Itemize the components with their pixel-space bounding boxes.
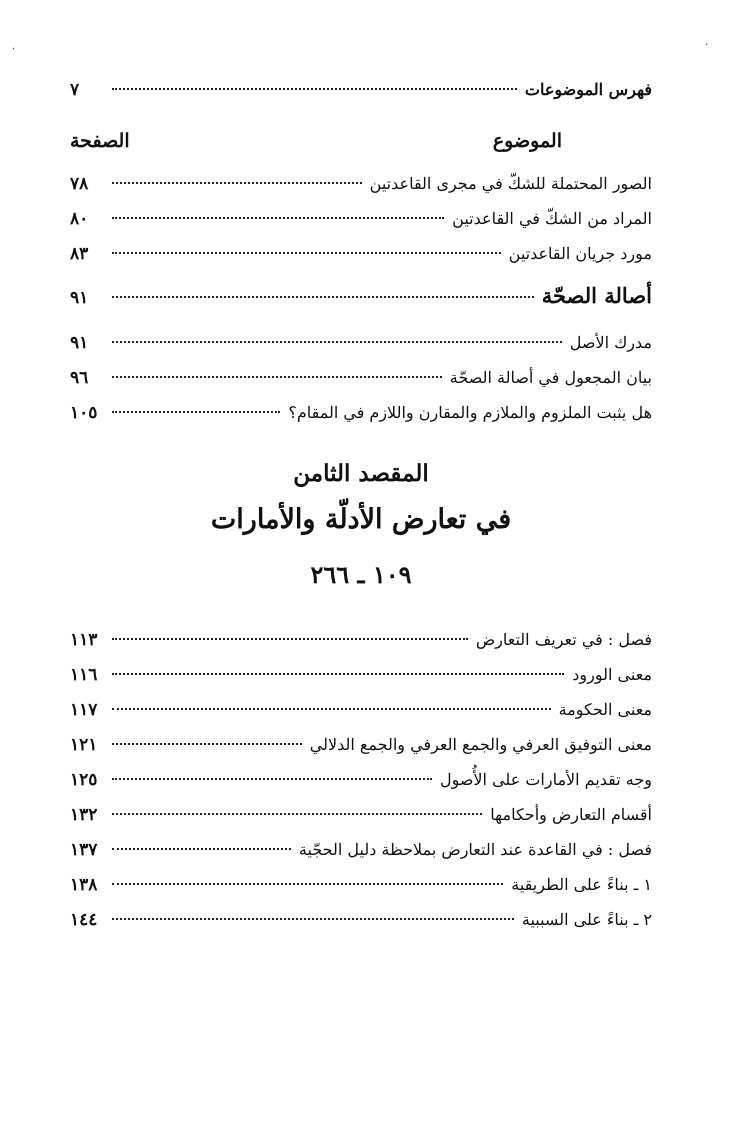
toc-entry[interactable] (70, 333, 652, 368)
toc-entry-title: بيان المجعول في أصالة الصحّة (449, 368, 652, 387)
toc-entry[interactable] (70, 665, 652, 700)
scan-mark: · (12, 44, 16, 55)
running-header-title: فهرس الموضوعات (524, 80, 652, 99)
toc-entry-page: ٧٨ (70, 174, 89, 194)
toc-entry[interactable] (70, 910, 652, 945)
toc-entry[interactable] (70, 840, 652, 875)
toc-entry-title: المراد من الشكّ في القاعدتين (452, 209, 652, 228)
toc-entry-page: ١٣٢ (70, 805, 98, 825)
dot-leader (112, 376, 442, 378)
dot-leader (112, 708, 551, 710)
dot-leader (112, 88, 517, 90)
section-heading: المقصد الثامن (293, 460, 429, 487)
toc-entry[interactable] (70, 770, 652, 805)
toc-entry-page: ١٢١ (70, 735, 98, 755)
dot-leader (112, 918, 514, 920)
dot-leader (112, 883, 503, 885)
dot-leader (112, 182, 362, 184)
toc-entry-title: ٢ ـ بناءً على السببية (521, 910, 652, 929)
toc-entry-page: ١١٣ (70, 630, 98, 650)
toc-entry-page: ٩١ (70, 333, 89, 353)
dot-leader (112, 296, 534, 298)
dot-leader (112, 252, 501, 254)
toc-entries-before (70, 174, 652, 438)
toc-entry-page: ١٤٤ (70, 910, 98, 930)
toc-entry-title: مورد جريان القاعدتين (508, 244, 652, 263)
toc-entry-title: فصل : في تعريف التعارض (475, 630, 652, 649)
toc-entry-page: ١٣٨ (70, 875, 98, 895)
section-heading-block (70, 460, 652, 610)
dot-leader (112, 341, 562, 343)
toc-entry[interactable] (70, 875, 652, 910)
column-headers (70, 130, 652, 160)
running-header-page: ٧ (70, 80, 80, 100)
toc-entry-title: هل يثبت الملزوم والملازم والمقارن واللازم في المقام؟ (288, 403, 652, 422)
toc-entry-page: ١٢٥ (70, 770, 98, 790)
toc-entry-page: ٨٠ (70, 209, 89, 229)
toc-entry-page: ١٣٧ (70, 840, 98, 860)
dot-leader (112, 411, 280, 413)
scan-mark: · (705, 40, 709, 51)
toc-entry-page: ٩٦ (70, 368, 89, 388)
toc-entry[interactable] (70, 805, 652, 840)
toc-entry[interactable] (70, 209, 652, 244)
toc-entry-title: معنى الحكومة (558, 700, 652, 719)
dot-leader (112, 673, 564, 675)
toc-entry-title: الصور المحتملة للشكّ في مجرى القاعدتين (369, 174, 652, 193)
page-column-header: الصفحة (70, 130, 130, 152)
dot-leader (112, 778, 432, 780)
toc-entry-title: معنى التوفيق العرفي والجمع العرفي والجمع الدلالي (309, 735, 652, 754)
toc-entry[interactable] (70, 630, 652, 665)
toc-entry[interactable] (70, 244, 652, 279)
dot-leader (112, 217, 444, 219)
toc-entry-title: معنى الورود (572, 665, 652, 684)
toc-entry-page: ٨٣ (70, 244, 89, 264)
dot-leader (112, 743, 302, 745)
toc-entry-title: ١ ـ بناءً على الطريقية (511, 875, 652, 894)
toc-entry[interactable] (70, 174, 652, 209)
toc-entry[interactable] (70, 735, 652, 770)
running-header (70, 80, 652, 110)
toc-entry-title: مدرك الأصل (569, 333, 652, 352)
toc-entry-title: وجه تقديم الأمارات على الأُصول (439, 770, 652, 789)
toc-entry-title: فصل : في القاعدة عند التعارض بملاحظة دليل الحجّية (298, 840, 652, 859)
toc-entry-page: ١١٦ (70, 665, 98, 685)
dot-leader (112, 638, 468, 640)
toc-entry-page: ١٠٥ (70, 403, 98, 423)
dot-leader (112, 848, 291, 850)
topic-column-header: الموضوع (492, 130, 562, 152)
toc-entry[interactable] (70, 368, 652, 403)
toc-entry[interactable] (70, 700, 652, 735)
toc-entry-title: أصالة الصحّة (541, 283, 652, 308)
toc-entry-title: أقسام التعارض وأحكامها (490, 805, 652, 824)
section-page-range: ١٠٩ ـ ٢٦٦ (310, 560, 412, 589)
toc-entry-page: ١١٧ (70, 700, 98, 720)
dot-leader (112, 813, 482, 815)
toc-entry[interactable] (70, 403, 652, 438)
toc-entry-page: ٩١ (70, 288, 89, 308)
toc-entries-after (70, 630, 652, 945)
section-subheading: في تعارض الأدلّة والأمارات (210, 504, 512, 535)
toc-page (70, 80, 652, 945)
toc-entry-major[interactable] (70, 279, 652, 333)
